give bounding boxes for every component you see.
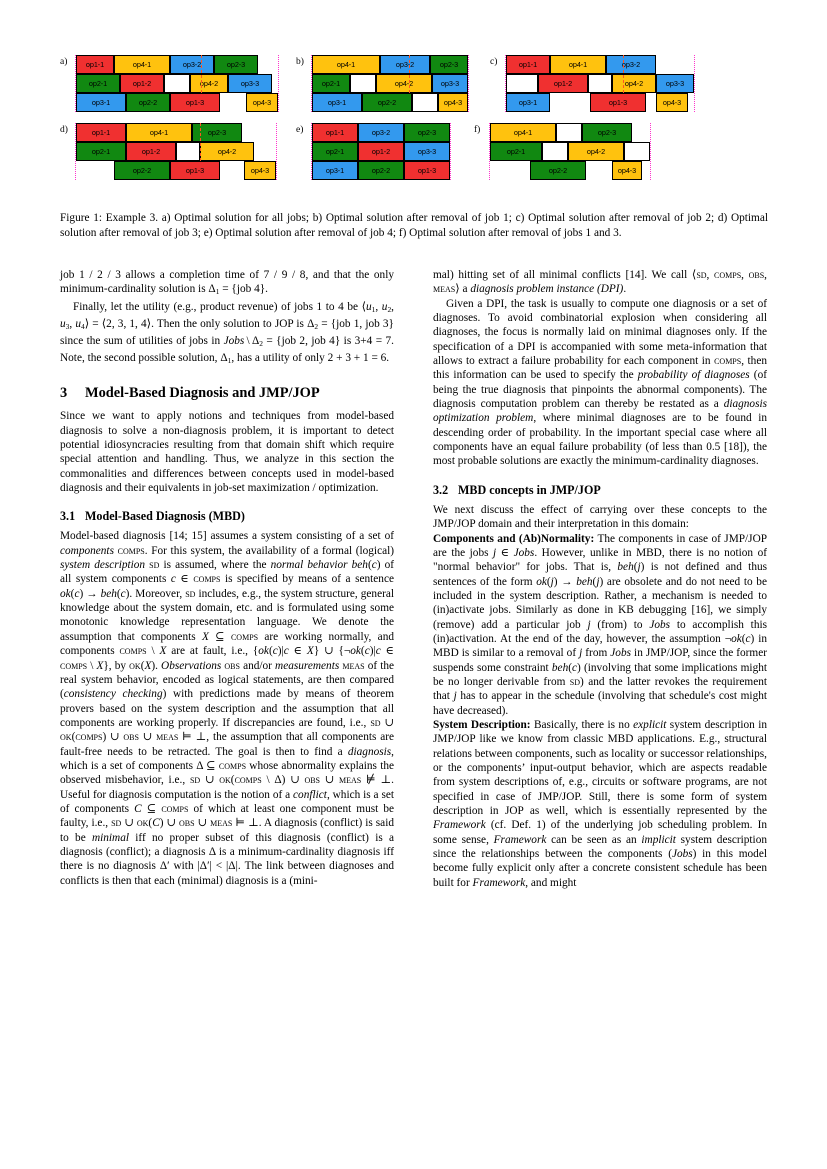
gantt-op-op4-1: op4-1 xyxy=(490,123,556,142)
gantt-op-op2-1: op2-1 xyxy=(312,74,350,93)
runin-components-label: Components and (Ab)Normality: xyxy=(433,532,595,545)
paragraph-wenext: We next discuss the effect of carrying over these concepts to the JMP/JOP domain and their interpretation in this domain: xyxy=(433,503,767,531)
start-marker-line xyxy=(75,123,76,180)
gantt-idle-slot xyxy=(76,161,114,180)
gantt-panel-a xyxy=(60,55,278,112)
gantt-op-op4-1: op4-1 xyxy=(114,55,170,74)
gantt-machine-row xyxy=(312,161,450,180)
gantt-op-op2-2: op2-2 xyxy=(358,161,404,180)
gantt-machine-row xyxy=(76,142,276,161)
gantt-op-op4-2: op4-2 xyxy=(612,74,656,93)
end-marker-line xyxy=(694,55,695,112)
gantt-gap-slot xyxy=(542,142,568,161)
gantt-op-op4-3: op4-3 xyxy=(246,93,278,112)
gantt-machine-row xyxy=(490,161,650,180)
section-title-3: Model-Based Diagnosis and JMP/JOP xyxy=(85,385,320,402)
gantt-op-op2-2: op2-2 xyxy=(114,161,170,180)
gantt-gap-slot xyxy=(164,74,190,93)
gantt-op-op3-2: op3-2 xyxy=(358,123,404,142)
start-marker-line xyxy=(505,55,506,112)
gantt-op-op3-3: op3-3 xyxy=(228,74,272,93)
panel-label: f) xyxy=(474,125,481,135)
gantt-op-op4-3: op4-3 xyxy=(438,93,468,112)
figure-1 xyxy=(60,55,767,180)
gantt-op-op1-3: op1-3 xyxy=(170,93,220,112)
section-heading-3 xyxy=(60,384,394,402)
gantt-idle-slot xyxy=(646,93,656,112)
gantt-machine-row xyxy=(490,142,650,161)
gantt-machine-row xyxy=(76,55,278,74)
paragraph-since: Since we want to apply notions and techniques from model-based diagnosis to solve a non-diagnosis problem, it is important to detect potential idiosyncracies resulting from that domain shift which require special attention and handling. Thus, we analyze in this section the commonalities and differences between concepts used in model-based diagnosis and their equivalents in job-set maximization / optimization. xyxy=(60,410,394,495)
gantt-op-op2-1: op2-1 xyxy=(76,142,126,161)
gantt-idle-slot xyxy=(490,161,530,180)
deadline-marker-line xyxy=(200,123,201,161)
gantt-op-op1-1: op1-1 xyxy=(506,55,550,74)
end-marker-line xyxy=(276,123,277,180)
panel-label: d) xyxy=(60,125,68,135)
gantt-gap-slot xyxy=(350,74,376,93)
gantt-op-op1-2: op1-2 xyxy=(538,74,588,93)
gantt-op-op1-1: op1-1 xyxy=(76,123,126,142)
gantt-idle-slot xyxy=(550,93,590,112)
gantt-op-op3-2: op3-2 xyxy=(170,55,214,74)
gantt-machine-row xyxy=(312,123,450,142)
gantt-op-op4-3: op4-3 xyxy=(244,161,276,180)
gantt-op-op4-2: op4-2 xyxy=(376,74,432,93)
gantt-gap-slot xyxy=(624,142,650,161)
subsection-heading-3-2 xyxy=(433,483,767,498)
deadline-marker-line xyxy=(623,55,624,93)
body-column-right xyxy=(433,268,767,890)
gantt-op-op4-1: op4-1 xyxy=(312,55,380,74)
gantt-op-op1-1: op1-1 xyxy=(312,123,358,142)
paragraph-continued: job 1 / 2 / 3 allows a completion time of 7 / 9 / 8, and that the only minimum-cardinality solution is $\Delta_1 = \{job$ 4}. xyxy=(60,269,394,297)
gantt-op-op3-1: op3-1 xyxy=(76,93,126,112)
gantt-machine-row xyxy=(312,74,468,93)
gantt-idle-slot xyxy=(220,161,244,180)
start-marker-line xyxy=(311,55,312,112)
gantt-panel-d xyxy=(60,123,276,180)
gantt-op-op4-3: op4-3 xyxy=(656,93,688,112)
paragraph-finally: Finally, let the utility (e.g., product revenue) of jobs 1 to 4 be $⟨u_1$, $u_2$, $u_3$, $u_4⟩$ = ⟨2, 3, 1, 4⟩. Then the only solution to JOP is $\Delta_2 = \{job$ 1, job 3} since the sum of utilities of jobs in Jobs \ $\Delta_2 = \{job$ 2, job 4} is 3+4 = 7. Note, the second possible solution, $\Delta_1$, has a utility of only 2 + 3 + 1 = 6. xyxy=(60,300,394,366)
figure-caption: Figure 1: Example 3. a) Optimal solution for all jobs; b) Optimal solution after removal of job 1; c) Optimal solution after removal of job 2; d) Optimal solution after removal of job 3; e) Optimal solution after removal of job 4; f) Optimal solution after removal of jobs 1 and 3. xyxy=(60,212,768,240)
gantt-op-op2-2: op2-2 xyxy=(362,93,412,112)
gantt-gap-slot xyxy=(412,93,438,112)
gantt-op-op3-3: op3-3 xyxy=(432,74,468,93)
gantt-gap-slot xyxy=(588,74,612,93)
gantt-op-op2-3: op2-3 xyxy=(430,55,468,74)
gantt-machine-row xyxy=(506,93,694,112)
deadline-marker-line xyxy=(201,55,202,93)
gantt-op-op2-2: op2-2 xyxy=(126,93,170,112)
gantt-op-op2-3: op2-3 xyxy=(582,123,632,142)
gantt-machine-row xyxy=(312,93,468,112)
gantt-machine-row xyxy=(76,93,278,112)
gantt-op-op3-2: op3-2 xyxy=(380,55,430,74)
gantt-op-op4-1: op4-1 xyxy=(126,123,192,142)
end-marker-line xyxy=(650,123,651,180)
panel-label: a) xyxy=(60,57,68,67)
gantt-op-op4-2: op4-2 xyxy=(190,74,228,93)
gantt-machine-row xyxy=(506,74,694,93)
figure-row-top xyxy=(60,55,767,112)
gantt-idle-slot xyxy=(586,161,612,180)
paragraph-components: Components and (Ab)Normality: The components in case of JMP/JOP are the jobs j ∈ Jobs. However, unlike in MBD, there is no notion of "normal behavior" for jobs. That is, beh(j) is not defined and thus sentences of the form ok(j) → beh(j) are obsolete and do not need to be included in the system description. Rather, a mechanism is needed to (in)activate jobs. Similarly as done in KB debugging [16], we simply (remove) add a particular job j (from) to Jobs to accomplish this (in)activation. At the end of the day, however, the assumption ¬ok(c) in MBD is similar to a removal of j from Jobs in JMP/JOP, since the former suspends some constraint beh(c) (involving that some implications might be no longer derivable from sd) and the latter revokes the requirement that j has to appear in the schedule (involving that schedule's cost might have decreased). xyxy=(433,532,768,717)
gantt-chart xyxy=(490,123,650,180)
gantt-op-op2-1: op2-1 xyxy=(76,74,120,93)
end-marker-line xyxy=(450,123,451,180)
gantt-op-op4-3: op4-3 xyxy=(612,161,642,180)
end-marker-line xyxy=(468,55,469,112)
gantt-op-op4-2: op4-2 xyxy=(200,142,254,161)
subsection-title-3-2: MBD concepts in JMP/JOP xyxy=(458,482,601,497)
body-column-left xyxy=(60,268,394,888)
start-marker-line xyxy=(75,55,76,112)
paragraph-given: Given a DPI, the task is usually to compute one diagnosis or a set of diagnoses. To avoid combinatorial explosion when considering all diagnoses, the focus is normally laid on minimal diagnoses only. If the specification of a DPI is accompanied with some meta-information that allows to extract a failure probability for each component in comps, then this information can be used to specify the probability of diagnoses (of being the true diagnosis that pinpoints the abnormal components). The diagnosis computation problem can thereby be restated as a diagnosis optimization problem, where minimal diagnoses are to be found in descending order of probability. In the important special case where all components have an equal failure probability (of less than 0.5 [18]), the most probable solutions are exactly the minimum-cardinality diagnoses. xyxy=(433,297,767,468)
paragraph-system-description: System Description: Basically, there is no explicit system description in JMP/JOP like we know from classic MBD applications. E.g., structural relations between components, such as locality or successor relationships, or the components’ input-output behavior, which are aspects readable from system descriptions of, e.g., circuits or software programs, are not specified in case of JMP/JOP. Still, there is some form of system description in JOP as well, which is essentially represented by the Framework (cf. Def. 1) of the underlying job scheduling problem. In some sense, Framework can be seen as an implicit system description since the relationships between the components (Jobs) in this model become fully explicit only after a concrete consistent schedule has been built for Framework, and might xyxy=(433,718,767,889)
deadline-marker-line xyxy=(409,55,410,93)
gantt-idle-slot xyxy=(220,93,246,112)
gantt-machine-row xyxy=(76,74,278,93)
gantt-op-op3-3: op3-3 xyxy=(656,74,694,93)
gantt-chart xyxy=(312,55,468,112)
gantt-op-op3-1: op3-1 xyxy=(312,161,358,180)
subsection-number-3-2: 3.2 xyxy=(433,482,449,497)
gantt-machine-row xyxy=(490,123,650,142)
panel-label: b) xyxy=(296,57,304,67)
gantt-op-op1-3: op1-3 xyxy=(170,161,220,180)
subsection-number-3-1: 3.1 xyxy=(60,509,76,524)
gantt-chart xyxy=(312,123,450,180)
gantt-op-op3-2: op3-2 xyxy=(606,55,656,74)
gantt-gap-slot xyxy=(506,74,538,93)
panel-label: e) xyxy=(296,125,304,135)
subsection-heading-3-1 xyxy=(60,509,394,524)
gantt-machine-row xyxy=(76,123,276,142)
gantt-machine-row xyxy=(312,55,468,74)
gantt-op-op2-1: op2-1 xyxy=(312,142,358,161)
gantt-op-op1-3: op1-3 xyxy=(404,161,450,180)
gantt-panel-f xyxy=(474,123,650,180)
gantt-op-op1-2: op1-2 xyxy=(120,74,164,93)
panel-label: c) xyxy=(490,57,498,67)
gantt-op-op3-1: op3-1 xyxy=(312,93,362,112)
gantt-op-op2-3: op2-3 xyxy=(404,123,450,142)
gantt-op-op2-1: op2-1 xyxy=(490,142,542,161)
gantt-op-op1-3: op1-3 xyxy=(590,93,646,112)
figure-row-bottom xyxy=(60,123,767,180)
end-marker-line xyxy=(278,55,279,112)
gantt-machine-row xyxy=(76,161,276,180)
gantt-op-op1-2: op1-2 xyxy=(126,142,176,161)
gantt-gap-slot xyxy=(176,142,200,161)
subsection-title-3-1: Model-Based Diagnosis (MBD) xyxy=(85,509,245,524)
gantt-op-op3-3: op3-3 xyxy=(404,142,450,161)
gantt-chart xyxy=(76,55,278,112)
gantt-panel-c xyxy=(490,55,694,112)
gantt-op-op2-3: op2-3 xyxy=(214,55,258,74)
gantt-chart xyxy=(76,123,276,180)
gantt-panel-e xyxy=(296,123,450,180)
start-marker-line xyxy=(489,123,490,180)
gantt-panel-b xyxy=(296,55,468,112)
gantt-op-op2-3: op2-3 xyxy=(192,123,242,142)
runin-sysdesc-label: System Description: xyxy=(433,718,531,731)
gantt-op-op2-2: op2-2 xyxy=(530,161,586,180)
gantt-op-op1-1: op1-1 xyxy=(76,55,114,74)
paragraph-mbd: Model-based diagnosis [14; 15] assumes a system consisting of a set of components comps. For this system, the availability of a formal (logical) system description sd is assumed, where the normal behavior beh(c) of all system components c ∈ comps is specified by means of a sentence ok(c) → beh(c). Moreover, sd includes, e.g., the system structure, general knowledge about the system domain, etc. and is formulated using some monotonic knowledge representation language. We denote the assumption that components X ⊆ comps are working normally, and components comps \ X are at fault, i.e., {ok(c)|c ∈ X} ∪ {¬ok(c)|c ∈ comps \ X}, by ok(X). Observations obs and/or measurements meas of the real system behavior, encoded as logical statements, are then compared (consistency checking) with predictions made by means of theorem provers based on the system description and the assumption that all components are working properly. If discrepancies are found, i.e., sd ∪ ok(comps) ∪ obs ∪ meas ⊨ ⊥, the assumption that all components are fault-free needs to be retracted. The goal is then to find a diagnosis, which is a set of components Δ ⊆ comps whose abnormality explains the observed misbehavior, i.e., sd ∪ ok(comps \ Δ) ∪ obs ∪ meas ⊭ ⊥. Useful for diagnosis computation is the notion of a conflict, which is a set of components C ⊆ comps of which at least one component must be faulty, i.e., sd ∪ ok(C) ∪ obs ∪ meas ⊨ ⊥. A diagnosis (conflict) is said to be minimal iff no proper subset of this diagnosis (conflict) is a diagnosis (conflict); a diagnosis Δ is a minimum-cardinality diagnosis iff there is no diagnosis Δ′ with |Δ′| < |Δ|. The link between diagnoses and conflicts is then that each (minimal) diagnosis is a (mini- xyxy=(60,530,395,887)
paragraph-mal: mal) hitting set of all minimal conflicts [14]. We call ⟨sd, comps, obs, meas⟩ a diagnosis problem instance (DPI). xyxy=(433,269,767,296)
gantt-op-op3-1: op3-1 xyxy=(506,93,550,112)
gantt-op-op4-1: op4-1 xyxy=(550,55,606,74)
gantt-machine-row xyxy=(312,142,450,161)
start-marker-line xyxy=(311,123,312,180)
gantt-chart xyxy=(506,55,694,112)
section-number-3: 3 xyxy=(60,385,68,402)
gantt-op-op1-2: op1-2 xyxy=(358,142,404,161)
gantt-op-op4-2: op4-2 xyxy=(568,142,624,161)
gantt-machine-row xyxy=(506,55,694,74)
gantt-gap-slot xyxy=(556,123,582,142)
